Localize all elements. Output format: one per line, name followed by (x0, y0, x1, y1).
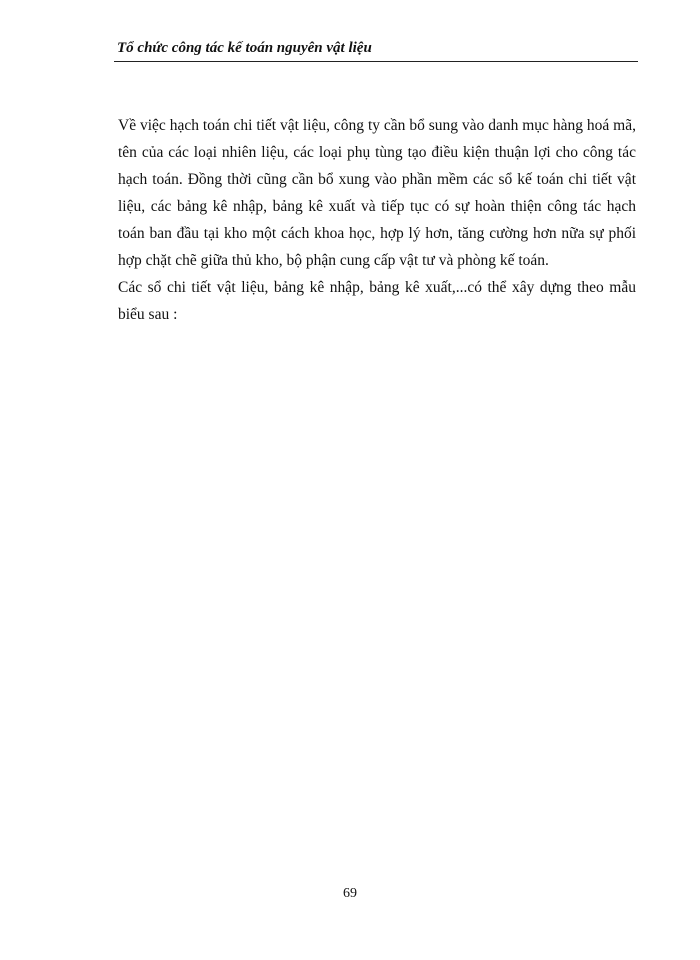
running-header-title: Tổ chức công tác kế toán nguyên vật liệu (117, 40, 372, 56)
header-divider (114, 61, 638, 62)
body-text (118, 112, 636, 328)
paragraph-2: Các sổ chi tiết vật liệu, bảng kê nhập, bảng kê xuất,...có thể xây dựng theo mẫu biểu sau : (118, 279, 636, 323)
page-number: 69 (343, 886, 357, 901)
paragraph-1: Về việc hạch toán chi tiết vật liệu, công ty cần bổ sung vào danh mục hàng hoá mã, tên của các loại nhiên liệu, các loại phụ tùng tạo điều kiện thuận lợi cho công tác hạch toán. Đồng thời cũng cần bổ xung vào phần mềm các sổ kế toán chi tiết vật liệu, các bảng kê nhập, bảng kê xuất và tiếp tục có sự hoàn thiện công tác hạch toán ban đầu tại kho một cách khoa học, hợp lý hơn, tăng cường hơn nữa sự phối hợp chặt chẽ giữa thủ kho, bộ phận cung cấp vật tư và phòng kế toán. (118, 117, 636, 269)
